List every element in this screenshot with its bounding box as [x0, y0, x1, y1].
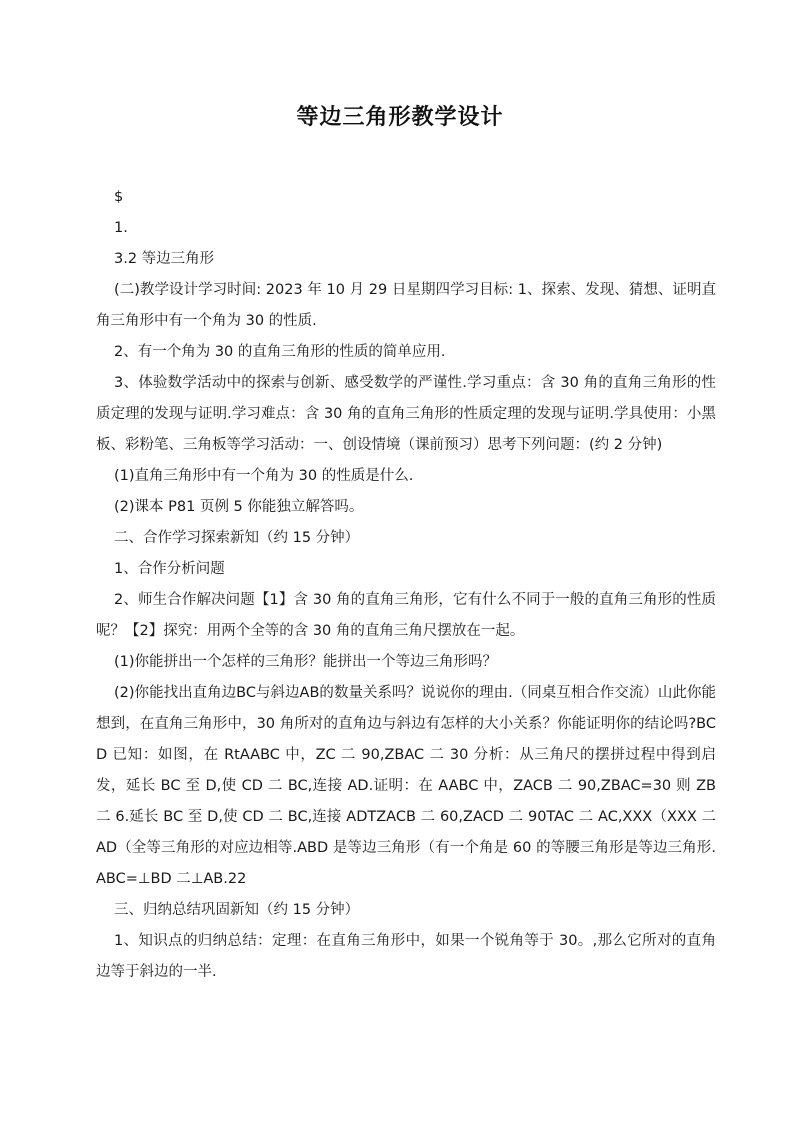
- document-title: 等边三角形教学设计: [296, 105, 504, 130]
- paragraph-theorem-summary: 1、知识点的归纳总结：定理：在直角三角形中，如果一个锐角等于 30。,那么它所对的直角边等于斜边的一半.: [96, 933, 716, 980]
- paragraph-explore-2-proof: (2)你能找出直角边BC与斜边AB的数量关系吗？说说你的理由.（同桌互相合作交流）山此你能想到，在直角三角形中，30 角所对的直角边与斜边有怎样的大小关系？你能证明你的结论吗?BCD 已知：如图，在 RtAABC 中，ZC 二 90,ZBAC 二 30 分析：从三角尺的摆拼过程中得到启发，延长 BC 至 D,使 CD 二 BC,连接 AD.证明：在 AABC 中，ZACB 二 90,ZBAC=30 则 ZB 二 6.延长 BC 至 D,使 CD 二 BC,连接 ADTZACB 二 60,ZACD 二 90TAC 二 AC,XXX（XXX 二 AD（全等三角形的对应边相等.ABD 是等边三角形（有一个角是 60 的等腰三角形是等边三角形.ABC=⊥BD 二⊥AB.22: [96, 685, 716, 887]
- paragraph-explore-1: (1)你能拼出一个怎样的三角形？能拼出一个等边三角形吗？: [114, 654, 498, 670]
- paragraph-part-two-heading: 二、合作学习探索新知（约 15 分钟）: [114, 530, 360, 546]
- paragraph-teacher-student: 2、师生合作解决问题【1】含 30 角的直角三角形，它有什么不同于一般的直角三角形的性质呢？【2】探究：用两个全等的含 30 角的直角三角尺摆放在一起。: [96, 592, 716, 639]
- paragraph-symbol: $: [114, 189, 124, 205]
- document-body: [96, 182, 716, 988]
- paragraph-part-three-heading: 三、归纳总结巩固新知（约 15 分钟）: [114, 902, 360, 918]
- paragraph-learning-goals: (二)教学设计学习时间: 2023 年 10 月 29 日星期四学习目标: 1、探索、发现、猜想、证明直角三角形中有一个角为 30 的性质.: [96, 282, 716, 329]
- paragraph-goal-2: 2、有一个角为 30 的直角三角形的性质的简单应用.: [114, 344, 446, 360]
- paragraph-number: 1.: [114, 220, 128, 236]
- paragraph-goal-3: 3、体验数学活动中的探索与创新、感受数学的严谨性.学习重点：含 30 角的直角三角形的性质定理的发现与证明.学习难点：含 30 角的直角三角形的性质定理的发现与证明.学具使用：小黑板、彩粉笔、三角板等学习活动：一、创设情境（课前预习）思考下列问题：(约 2 分钟): [96, 375, 716, 453]
- paragraph-question-1: (1)直角三角形中有一个角为 30 的性质是什么.: [114, 468, 414, 484]
- paragraph-cooperative-analysis: 1、合作分析问题: [114, 561, 225, 577]
- paragraph-section-heading: 3.2 等边三角形: [114, 251, 215, 267]
- paragraph-question-2: (2)课本 P81 页例 5 你能独立解答吗。: [114, 499, 364, 515]
